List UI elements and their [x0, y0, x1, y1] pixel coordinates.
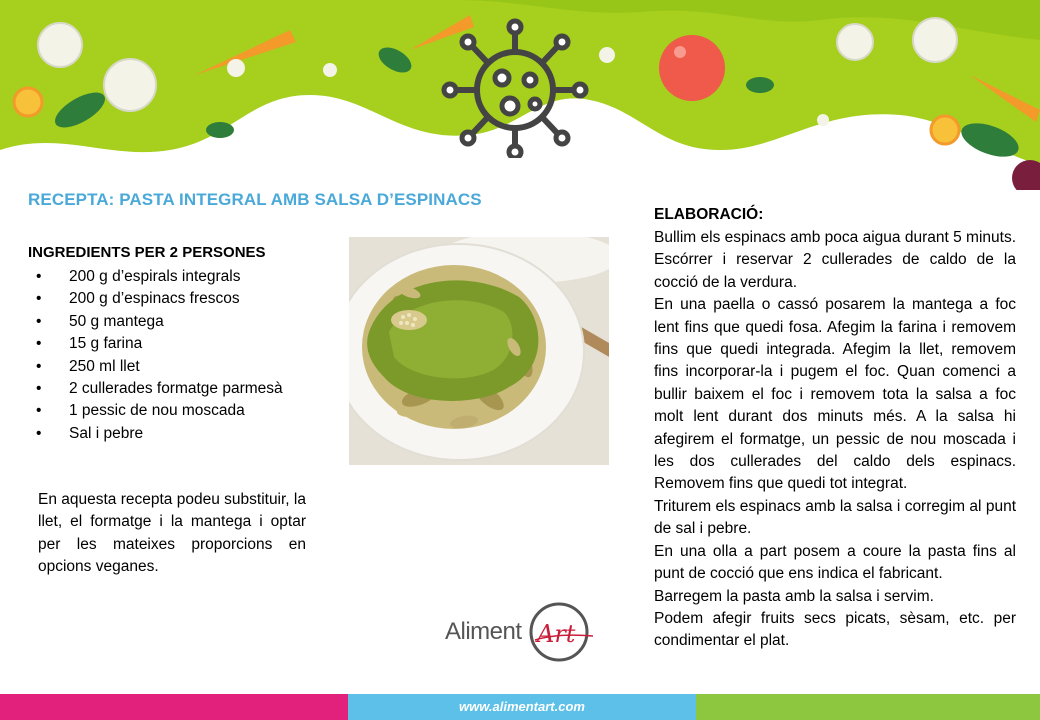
pasta-photo: [349, 237, 609, 465]
list-item: • 250 ml llet: [36, 356, 283, 378]
list-item: • 1 pessic de nou moscada: [36, 400, 283, 422]
elaboration-paragraph: En una paella o cassó posarem la mantega a foc lent fins que quedi fosa. Afegim la farina i removem fins que quedi integrada. Afegim la llet, removem fins incorporar-la i pugem el foc. Quan comenci a bullir baixem el foc i removem tota la salsa a foc molt lent durant dos minuts més. A la salsa hi afegirem el formatge, un pessic de nou moscada i les dos cullerades del caldo dels espinacs. Removem fins que quedi tot integrat.: [654, 296, 1016, 493]
elaboration-title: ELABORACIÓ:: [654, 206, 764, 223]
footer-segment-pink: [0, 694, 348, 720]
logo-text-left: Aliment: [445, 618, 522, 645]
virus-icon: [440, 18, 590, 158]
ingredients-title: INGREDIENTS PER 2 PERSONES: [28, 244, 266, 261]
elaboration-paragraph: En una olla a part posem a coure la pasta fins al punt de cocció que ens indica el fabricant.: [654, 542, 1016, 583]
list-item: • 200 g d’espinacs frescos: [36, 288, 283, 310]
elaboration-paragraph: Barregem la pasta amb la salsa i servim.: [654, 587, 934, 605]
elaboration-paragraph: Triturem els espinacs amb la salsa i corregim al punt de sal i pebre.: [654, 497, 1016, 538]
elaboration-paragraph: Podem afegir fruits secs picats, sèsam, etc. per condimentar el plat.: [654, 609, 1016, 650]
list-item: • 15 g farina: [36, 333, 283, 355]
footer-segment-green: [696, 694, 1040, 720]
list-item: • 2 cullerades formatge parmesà: [36, 378, 283, 400]
list-item: • 50 g mantega: [36, 311, 283, 333]
elaboration-paragraph: Bullim els espinacs amb poca aigua durant 5 minuts. Escórrer i reservar 2 cullerades de caldo de la cocció de la verdura.: [654, 229, 1016, 291]
list-item: • 200 g d’espirals integrals: [36, 266, 283, 288]
vegan-note: En aquesta recepta podeu substituir, la llet, el formatge i la mantega i optar per les mateixes proporcions en opcions veganes.: [38, 491, 306, 576]
logo-text-right: Art: [537, 620, 576, 648]
recipe-title: RECEPTA: PASTA INTEGRAL AMB SALSA D’ESPINACS: [28, 190, 482, 209]
ingredients-list: [36, 266, 283, 445]
footer-url[interactable]: www.alimentart.com: [459, 699, 585, 714]
elaboration-text: [654, 227, 1016, 653]
alimentart-logo: [445, 600, 605, 664]
list-item: • Sal i pebre: [36, 423, 283, 445]
